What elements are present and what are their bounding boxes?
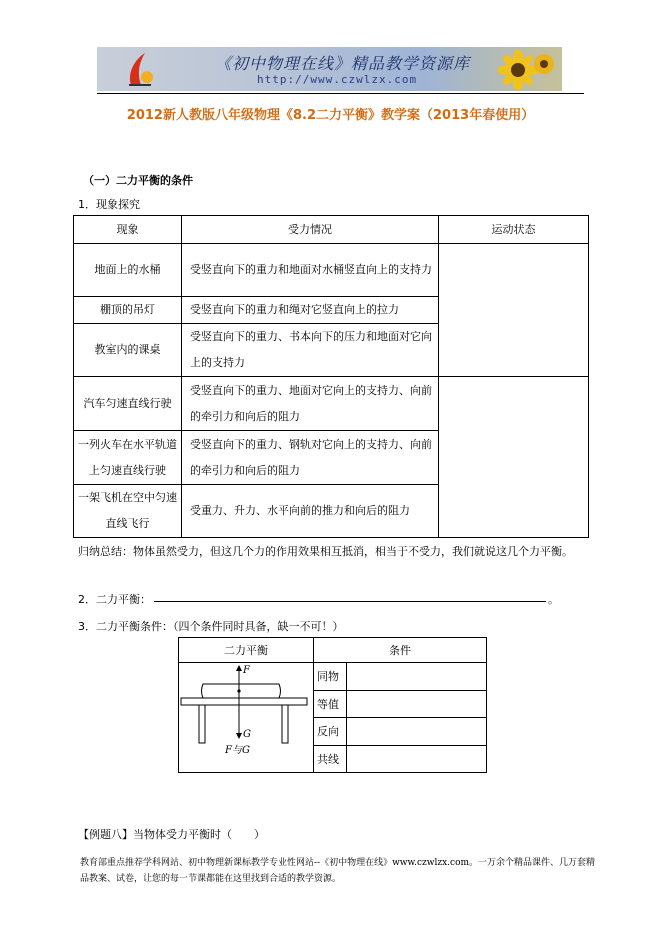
force-cell: 受竖直向下的重力和绳对它竖直向上的拉力 [182, 297, 439, 324]
force-g-label: G [243, 729, 251, 740]
summary-text: 归纳总结：物体虽然受力，但这几个力的作用效果相互抵消，相当于不受力，我们就说这几个力平衡。 [78, 545, 573, 558]
header-banner [97, 47, 562, 91]
phenomenon-table [73, 215, 589, 538]
phenomenon-cell: 一列火车在水平轨道上匀速直线行驶 [74, 431, 182, 485]
phenomenon-cell: 教室内的课桌 [74, 324, 182, 377]
condition-label: 反向 [314, 718, 347, 746]
force-f-label: F [243, 665, 250, 676]
section-heading: （一）二力平衡的条件 [83, 174, 193, 187]
fill-in-blank-line[interactable] [154, 601, 546, 602]
table-header-cell: 二力平衡 [179, 638, 314, 663]
item-3-label: 3．二力平衡条件：（四个条件同时具备，缺一不可！） [78, 620, 344, 633]
item-2-end: 。 [548, 593, 559, 606]
table-header-cell: 受力情况 [182, 216, 439, 244]
force-cell: 受竖直向下的重力、书本向下的压力和地面对它向上的支持力 [182, 324, 439, 377]
table-header-row [179, 638, 487, 663]
figure-caption: F与G [225, 745, 250, 756]
site-logo-icon [125, 51, 155, 87]
phenomenon-cell: 棚顶的吊灯 [74, 297, 182, 324]
force-cell: 受重力、升力、水平向前的推力和向后的阻力 [182, 485, 439, 538]
banner-title: 《初中物理在线》精品教学资源库 [215, 54, 471, 73]
table-header-cell: 运动状态 [439, 216, 589, 244]
document-title: 2012新人教版八年级物理《8.2二力平衡》教学案（2013年春使用） [126, 108, 535, 123]
force-cell: 受竖直向下的重力、地面对它向上的支持力、向前的牵引力和向后的阻力 [182, 377, 439, 431]
table-row [74, 244, 589, 297]
phenomenon-cell: 一架飞机在空中匀速直线飞行 [74, 485, 182, 538]
force-cell: 受竖直向下的重力和地面对水桶竖直向上的支持力 [182, 244, 439, 297]
force-diagram [179, 663, 313, 769]
condition-label: 等值 [314, 690, 347, 718]
sunflower-icon [498, 50, 556, 90]
condition-answer-cell[interactable] [347, 745, 487, 773]
example-question: 【例题八】当物体受力平衡时（ ） [78, 828, 265, 841]
condition-label: 同物 [314, 663, 347, 691]
table-row [179, 663, 487, 691]
balance-conditions-table [178, 637, 487, 773]
phenomenon-cell: 汽车匀速直线行驶 [74, 377, 182, 431]
table-row [74, 377, 589, 431]
condition-answer-cell[interactable] [347, 718, 487, 746]
condition-label: 共线 [314, 745, 347, 773]
banner-url[interactable]: http://www.czwlzx.com [257, 73, 418, 86]
condition-answer-cell[interactable] [347, 663, 487, 691]
item-1-label: 1．现象探究 [78, 198, 140, 211]
motion-state-cell[interactable] [439, 244, 589, 377]
table-header-cell: 条件 [314, 638, 487, 663]
phenomenon-cell: 地面上的水桶 [74, 244, 182, 297]
page-footer: 教育部重点推荐学科网站、初中物理新课标教学专业性网站--《初中物理在线》www.czwlzx.com。一万余个精品课件、几万套精品教案、试卷，让您的每一节课都能在这里找到合适的教学资源。 [80, 858, 596, 884]
header-divider [97, 93, 584, 94]
motion-state-cell[interactable] [439, 377, 589, 538]
condition-answer-cell[interactable] [347, 690, 487, 718]
table-header-row [74, 216, 589, 244]
table-header-cell: 现象 [74, 216, 182, 244]
item-2-label: 2．二力平衡： [78, 593, 151, 606]
force-cell: 受竖直向下的重力、钢轨对它向上的支持力、向前的牵引力和向后的阻力 [182, 431, 439, 485]
balance-figure-cell [179, 663, 314, 773]
